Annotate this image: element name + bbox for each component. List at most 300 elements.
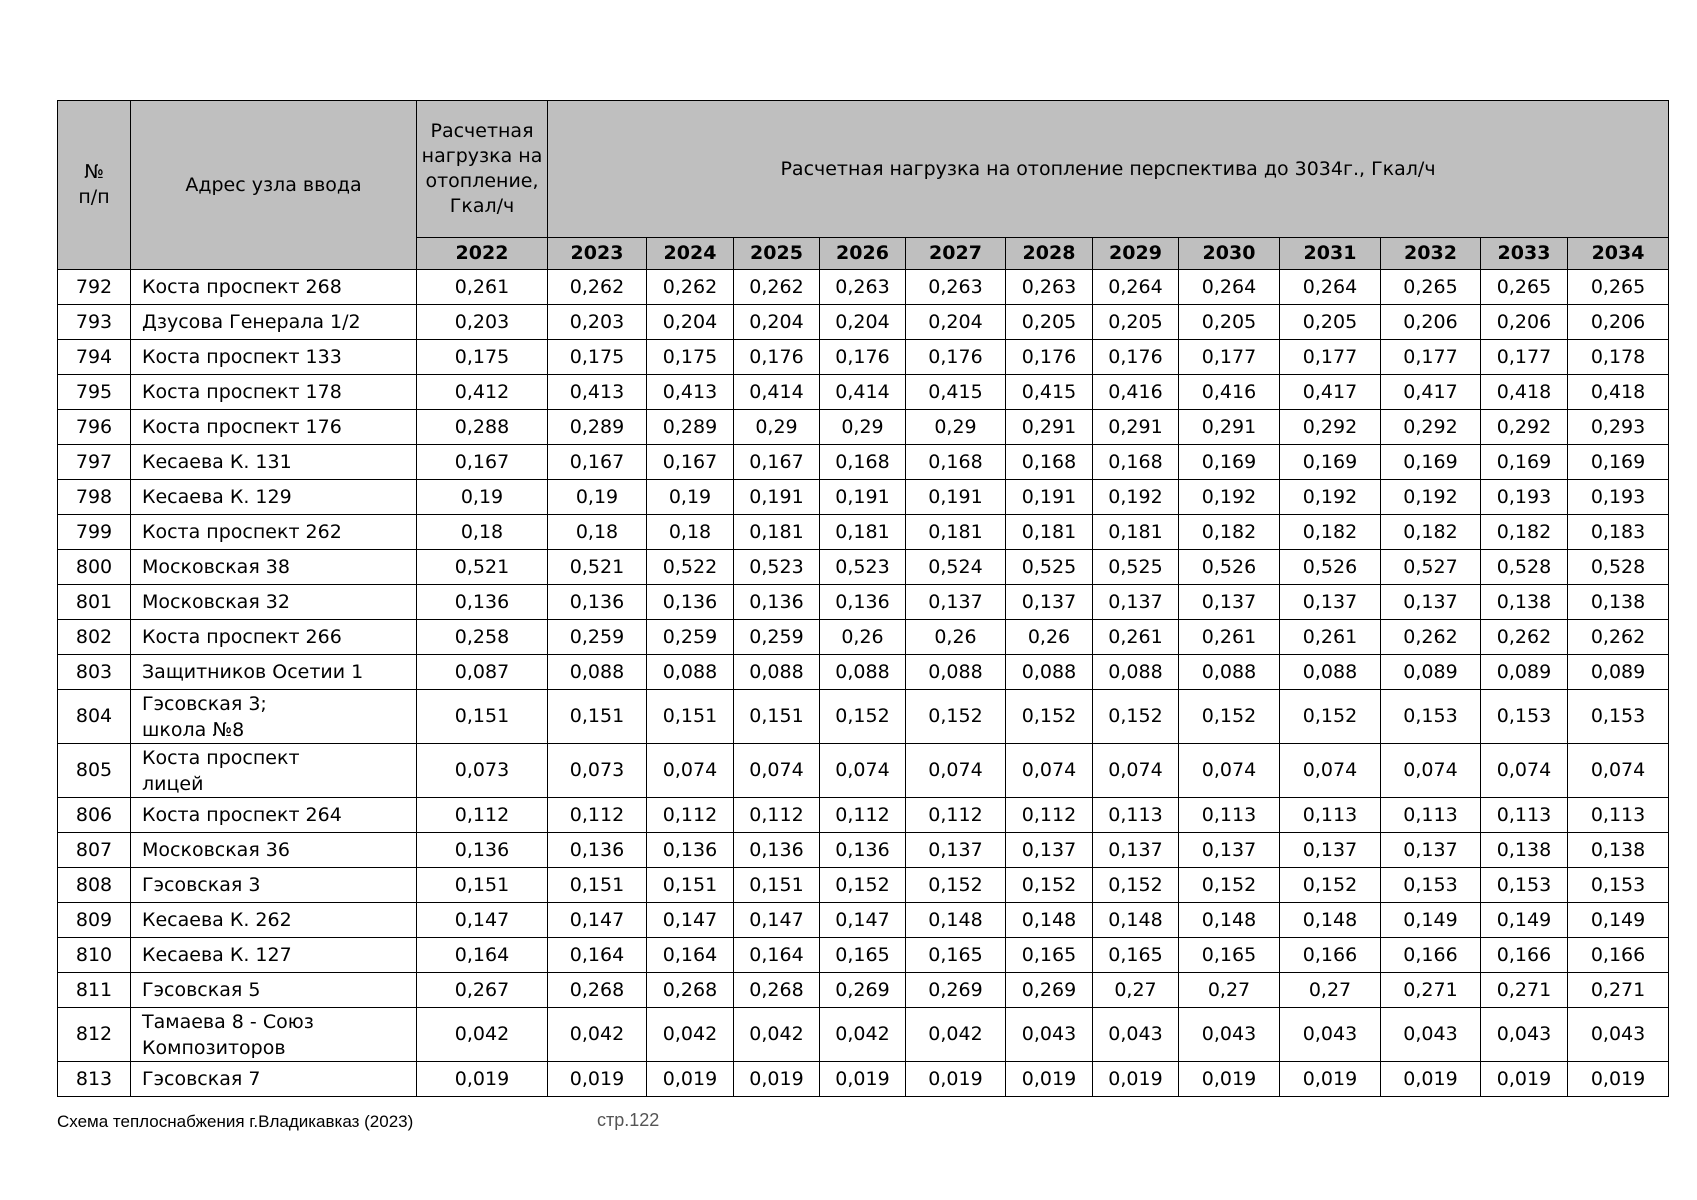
load-2024-cell: 0,088 bbox=[647, 655, 734, 690]
load-2026-cell: 0,152 bbox=[820, 690, 906, 744]
load-2023-cell: 0,203 bbox=[548, 305, 647, 340]
load-2033-cell: 0,019 bbox=[1481, 1062, 1568, 1097]
load-2027-cell: 0,269 bbox=[906, 973, 1006, 1008]
address-cell: Кесаева К. 129 bbox=[131, 480, 417, 515]
table-body bbox=[58, 270, 1669, 1097]
load-2026-cell: 0,269 bbox=[820, 973, 906, 1008]
address-cell: Коста проспект 264 bbox=[131, 798, 417, 833]
address-cell: Московская 36 bbox=[131, 833, 417, 868]
load-2034-cell: 0,166 bbox=[1568, 938, 1669, 973]
load-2032-cell: 0,043 bbox=[1381, 1008, 1481, 1062]
load-2023-cell: 0,019 bbox=[548, 1062, 647, 1097]
address-cell: Защитников Осетии 1 bbox=[131, 655, 417, 690]
heat-load-table-container bbox=[57, 100, 1662, 1097]
load-2024-cell: 0,413 bbox=[647, 375, 734, 410]
load-2023-cell: 0,167 bbox=[548, 445, 647, 480]
load-2028-cell: 0,019 bbox=[1006, 1062, 1093, 1097]
load-2027-cell: 0,191 bbox=[906, 480, 1006, 515]
load-2029-cell: 0,148 bbox=[1093, 903, 1179, 938]
row-number-cell: 812 bbox=[58, 1008, 131, 1062]
load-2034-cell: 0,138 bbox=[1568, 585, 1669, 620]
load-2025-cell: 0,268 bbox=[734, 973, 820, 1008]
year-header-2022: 2022 bbox=[417, 238, 548, 270]
load-2024-cell: 0,522 bbox=[647, 550, 734, 585]
load-2024-cell: 0,136 bbox=[647, 585, 734, 620]
load-2027-cell: 0,042 bbox=[906, 1008, 1006, 1062]
load-2034-cell: 0,183 bbox=[1568, 515, 1669, 550]
load-2033-cell: 0,262 bbox=[1481, 620, 1568, 655]
load-2028-cell: 0,205 bbox=[1006, 305, 1093, 340]
load-2027-cell: 0,112 bbox=[906, 798, 1006, 833]
load-2030-cell: 0,416 bbox=[1179, 375, 1280, 410]
load-2031-cell: 0,152 bbox=[1280, 690, 1381, 744]
load-2033-cell: 0,177 bbox=[1481, 340, 1568, 375]
row-number-cell: 797 bbox=[58, 445, 131, 480]
address-cell: Гэсовская 5 bbox=[131, 973, 417, 1008]
load-2024-cell: 0,19 bbox=[647, 480, 734, 515]
load-2031-cell: 0,27 bbox=[1280, 973, 1381, 1008]
load-2029-cell: 0,152 bbox=[1093, 690, 1179, 744]
address-cell: Московская 38 bbox=[131, 550, 417, 585]
load-2026-cell: 0,042 bbox=[820, 1008, 906, 1062]
table-row bbox=[58, 903, 1669, 938]
load-2022-cell: 0,175 bbox=[417, 340, 548, 375]
row-number-cell: 800 bbox=[58, 550, 131, 585]
heat-load-table bbox=[57, 100, 1669, 1097]
load-2034-cell: 0,262 bbox=[1568, 620, 1669, 655]
row-number-cell: 804 bbox=[58, 690, 131, 744]
load-2025-cell: 0,176 bbox=[734, 340, 820, 375]
year-header-2028: 2028 bbox=[1006, 238, 1093, 270]
load-2032-cell: 0,262 bbox=[1381, 620, 1481, 655]
row-number-cell: 811 bbox=[58, 973, 131, 1008]
table-row bbox=[58, 1062, 1669, 1097]
load-2025-cell: 0,259 bbox=[734, 620, 820, 655]
column-header-load: Расчетная нагрузка на отопление, Гкал/ч bbox=[417, 101, 548, 238]
load-2032-cell: 0,417 bbox=[1381, 375, 1481, 410]
load-2023-cell: 0,18 bbox=[548, 515, 647, 550]
load-2031-cell: 0,088 bbox=[1280, 655, 1381, 690]
load-2026-cell: 0,414 bbox=[820, 375, 906, 410]
load-2030-cell: 0,152 bbox=[1179, 690, 1280, 744]
address-cell: Кесаева К. 131 bbox=[131, 445, 417, 480]
load-2032-cell: 0,265 bbox=[1381, 270, 1481, 305]
load-2022-cell: 0,19 bbox=[417, 480, 548, 515]
load-2022-cell: 0,112 bbox=[417, 798, 548, 833]
load-2030-cell: 0,088 bbox=[1179, 655, 1280, 690]
load-2030-cell: 0,113 bbox=[1179, 798, 1280, 833]
load-2025-cell: 0,042 bbox=[734, 1008, 820, 1062]
load-2033-cell: 0,182 bbox=[1481, 515, 1568, 550]
load-2029-cell: 0,019 bbox=[1093, 1062, 1179, 1097]
load-2033-cell: 0,193 bbox=[1481, 480, 1568, 515]
row-number-cell: 808 bbox=[58, 868, 131, 903]
load-2028-cell: 0,263 bbox=[1006, 270, 1093, 305]
row-number-cell: 813 bbox=[58, 1062, 131, 1097]
table-row bbox=[58, 833, 1669, 868]
load-2031-cell: 0,137 bbox=[1280, 833, 1381, 868]
row-number-cell: 798 bbox=[58, 480, 131, 515]
load-2027-cell: 0,181 bbox=[906, 515, 1006, 550]
load-2029-cell: 0,043 bbox=[1093, 1008, 1179, 1062]
address-cell: Московская 32 bbox=[131, 585, 417, 620]
load-2024-cell: 0,147 bbox=[647, 903, 734, 938]
table-row bbox=[58, 620, 1669, 655]
table-row bbox=[58, 655, 1669, 690]
load-2024-cell: 0,167 bbox=[647, 445, 734, 480]
load-2024-cell: 0,289 bbox=[647, 410, 734, 445]
load-2025-cell: 0,136 bbox=[734, 833, 820, 868]
year-header-2025: 2025 bbox=[734, 238, 820, 270]
load-2030-cell: 0,205 bbox=[1179, 305, 1280, 340]
load-2029-cell: 0,205 bbox=[1093, 305, 1179, 340]
load-2024-cell: 0,151 bbox=[647, 868, 734, 903]
row-number-cell: 803 bbox=[58, 655, 131, 690]
load-2033-cell: 0,043 bbox=[1481, 1008, 1568, 1062]
load-2023-cell: 0,521 bbox=[548, 550, 647, 585]
load-2025-cell: 0,151 bbox=[734, 690, 820, 744]
load-2025-cell: 0,164 bbox=[734, 938, 820, 973]
load-2033-cell: 0,166 bbox=[1481, 938, 1568, 973]
load-2025-cell: 0,262 bbox=[734, 270, 820, 305]
load-2030-cell: 0,019 bbox=[1179, 1062, 1280, 1097]
year-header-2032: 2032 bbox=[1381, 238, 1481, 270]
load-2022-cell: 0,136 bbox=[417, 833, 548, 868]
load-2023-cell: 0,289 bbox=[548, 410, 647, 445]
load-2031-cell: 0,205 bbox=[1280, 305, 1381, 340]
load-2024-cell: 0,204 bbox=[647, 305, 734, 340]
load-2034-cell: 0,271 bbox=[1568, 973, 1669, 1008]
load-2023-cell: 0,262 bbox=[548, 270, 647, 305]
load-2030-cell: 0,165 bbox=[1179, 938, 1280, 973]
load-2022-cell: 0,288 bbox=[417, 410, 548, 445]
table-header bbox=[58, 101, 1669, 270]
year-header-2024: 2024 bbox=[647, 238, 734, 270]
column-header-number: № п/п bbox=[58, 101, 131, 270]
load-2022-cell: 0,151 bbox=[417, 690, 548, 744]
load-2023-cell: 0,413 bbox=[548, 375, 647, 410]
load-2033-cell: 0,153 bbox=[1481, 868, 1568, 903]
load-2026-cell: 0,191 bbox=[820, 480, 906, 515]
load-2028-cell: 0,415 bbox=[1006, 375, 1093, 410]
load-2022-cell: 0,167 bbox=[417, 445, 548, 480]
table-row bbox=[58, 868, 1669, 903]
load-2034-cell: 0,193 bbox=[1568, 480, 1669, 515]
load-2028-cell: 0,176 bbox=[1006, 340, 1093, 375]
load-2023-cell: 0,088 bbox=[548, 655, 647, 690]
load-2033-cell: 0,292 bbox=[1481, 410, 1568, 445]
table-row bbox=[58, 1008, 1669, 1062]
load-2034-cell: 0,153 bbox=[1568, 868, 1669, 903]
load-2032-cell: 0,153 bbox=[1381, 868, 1481, 903]
load-2028-cell: 0,168 bbox=[1006, 445, 1093, 480]
load-2033-cell: 0,138 bbox=[1481, 585, 1568, 620]
load-2026-cell: 0,29 bbox=[820, 410, 906, 445]
load-2023-cell: 0,147 bbox=[548, 903, 647, 938]
load-2034-cell: 0,178 bbox=[1568, 340, 1669, 375]
table-row bbox=[58, 305, 1669, 340]
row-number-cell: 793 bbox=[58, 305, 131, 340]
year-header-2026: 2026 bbox=[820, 238, 906, 270]
table-row bbox=[58, 445, 1669, 480]
load-2032-cell: 0,089 bbox=[1381, 655, 1481, 690]
load-2026-cell: 0,019 bbox=[820, 1062, 906, 1097]
address-cell: Кесаева К. 127 bbox=[131, 938, 417, 973]
load-2022-cell: 0,203 bbox=[417, 305, 548, 340]
row-number-cell: 807 bbox=[58, 833, 131, 868]
load-2032-cell: 0,149 bbox=[1381, 903, 1481, 938]
footer-page-number: стр.122 bbox=[597, 1110, 660, 1130]
load-2032-cell: 0,527 bbox=[1381, 550, 1481, 585]
load-2026-cell: 0,088 bbox=[820, 655, 906, 690]
load-2026-cell: 0,523 bbox=[820, 550, 906, 585]
load-2034-cell: 0,149 bbox=[1568, 903, 1669, 938]
load-2033-cell: 0,153 bbox=[1481, 690, 1568, 744]
load-2027-cell: 0,148 bbox=[906, 903, 1006, 938]
load-2028-cell: 0,165 bbox=[1006, 938, 1093, 973]
load-2027-cell: 0,152 bbox=[906, 690, 1006, 744]
load-2024-cell: 0,042 bbox=[647, 1008, 734, 1062]
load-2029-cell: 0,168 bbox=[1093, 445, 1179, 480]
load-2029-cell: 0,165 bbox=[1093, 938, 1179, 973]
load-2030-cell: 0,177 bbox=[1179, 340, 1280, 375]
load-2022-cell: 0,261 bbox=[417, 270, 548, 305]
address-cell: Коста проспект лицей bbox=[131, 744, 417, 798]
load-2033-cell: 0,265 bbox=[1481, 270, 1568, 305]
load-2030-cell: 0,182 bbox=[1179, 515, 1280, 550]
load-2032-cell: 0,074 bbox=[1381, 744, 1481, 798]
load-2031-cell: 0,166 bbox=[1280, 938, 1381, 973]
load-2029-cell: 0,113 bbox=[1093, 798, 1179, 833]
load-2032-cell: 0,182 bbox=[1381, 515, 1481, 550]
load-2033-cell: 0,149 bbox=[1481, 903, 1568, 938]
load-2027-cell: 0,524 bbox=[906, 550, 1006, 585]
row-number-cell: 810 bbox=[58, 938, 131, 973]
load-2030-cell: 0,291 bbox=[1179, 410, 1280, 445]
load-2034-cell: 0,265 bbox=[1568, 270, 1669, 305]
load-2028-cell: 0,137 bbox=[1006, 585, 1093, 620]
load-2033-cell: 0,206 bbox=[1481, 305, 1568, 340]
load-2028-cell: 0,112 bbox=[1006, 798, 1093, 833]
load-2029-cell: 0,181 bbox=[1093, 515, 1179, 550]
load-2033-cell: 0,271 bbox=[1481, 973, 1568, 1008]
load-2024-cell: 0,112 bbox=[647, 798, 734, 833]
load-2031-cell: 0,264 bbox=[1280, 270, 1381, 305]
load-2031-cell: 0,261 bbox=[1280, 620, 1381, 655]
load-2030-cell: 0,169 bbox=[1179, 445, 1280, 480]
load-2028-cell: 0,074 bbox=[1006, 744, 1093, 798]
load-2025-cell: 0,074 bbox=[734, 744, 820, 798]
load-2024-cell: 0,262 bbox=[647, 270, 734, 305]
load-2029-cell: 0,088 bbox=[1093, 655, 1179, 690]
load-2034-cell: 0,043 bbox=[1568, 1008, 1669, 1062]
load-2034-cell: 0,169 bbox=[1568, 445, 1669, 480]
load-2023-cell: 0,164 bbox=[548, 938, 647, 973]
load-2028-cell: 0,181 bbox=[1006, 515, 1093, 550]
load-2023-cell: 0,136 bbox=[548, 585, 647, 620]
load-2031-cell: 0,292 bbox=[1280, 410, 1381, 445]
load-2022-cell: 0,412 bbox=[417, 375, 548, 410]
load-2024-cell: 0,019 bbox=[647, 1062, 734, 1097]
address-cell: Коста проспект 178 bbox=[131, 375, 417, 410]
year-header-2034: 2034 bbox=[1568, 238, 1669, 270]
load-2028-cell: 0,291 bbox=[1006, 410, 1093, 445]
load-2033-cell: 0,528 bbox=[1481, 550, 1568, 585]
load-2028-cell: 0,26 bbox=[1006, 620, 1093, 655]
row-number-cell: 806 bbox=[58, 798, 131, 833]
load-2029-cell: 0,137 bbox=[1093, 585, 1179, 620]
load-2025-cell: 0,019 bbox=[734, 1062, 820, 1097]
row-number-cell: 805 bbox=[58, 744, 131, 798]
load-2023-cell: 0,151 bbox=[548, 690, 647, 744]
load-2030-cell: 0,261 bbox=[1179, 620, 1280, 655]
load-2031-cell: 0,074 bbox=[1280, 744, 1381, 798]
load-2022-cell: 0,164 bbox=[417, 938, 548, 973]
load-2027-cell: 0,088 bbox=[906, 655, 1006, 690]
year-header-2030: 2030 bbox=[1179, 238, 1280, 270]
load-2026-cell: 0,152 bbox=[820, 868, 906, 903]
table-row bbox=[58, 410, 1669, 445]
load-2029-cell: 0,291 bbox=[1093, 410, 1179, 445]
load-2034-cell: 0,089 bbox=[1568, 655, 1669, 690]
load-2025-cell: 0,112 bbox=[734, 798, 820, 833]
load-2027-cell: 0,137 bbox=[906, 833, 1006, 868]
load-2022-cell: 0,136 bbox=[417, 585, 548, 620]
table-row bbox=[58, 480, 1669, 515]
load-2030-cell: 0,152 bbox=[1179, 868, 1280, 903]
load-2033-cell: 0,138 bbox=[1481, 833, 1568, 868]
load-2023-cell: 0,136 bbox=[548, 833, 647, 868]
load-2024-cell: 0,175 bbox=[647, 340, 734, 375]
load-2033-cell: 0,074 bbox=[1481, 744, 1568, 798]
load-2025-cell: 0,414 bbox=[734, 375, 820, 410]
load-2022-cell: 0,267 bbox=[417, 973, 548, 1008]
load-2032-cell: 0,206 bbox=[1381, 305, 1481, 340]
load-2029-cell: 0,137 bbox=[1093, 833, 1179, 868]
year-header-2029: 2029 bbox=[1093, 238, 1179, 270]
load-2032-cell: 0,153 bbox=[1381, 690, 1481, 744]
table-row bbox=[58, 585, 1669, 620]
table-row bbox=[58, 690, 1669, 744]
table-row bbox=[58, 973, 1669, 1008]
load-2027-cell: 0,29 bbox=[906, 410, 1006, 445]
load-2026-cell: 0,165 bbox=[820, 938, 906, 973]
load-2032-cell: 0,166 bbox=[1381, 938, 1481, 973]
table-row bbox=[58, 550, 1669, 585]
load-2022-cell: 0,18 bbox=[417, 515, 548, 550]
row-number-cell: 799 bbox=[58, 515, 131, 550]
load-2027-cell: 0,204 bbox=[906, 305, 1006, 340]
load-2026-cell: 0,136 bbox=[820, 833, 906, 868]
load-2023-cell: 0,112 bbox=[548, 798, 647, 833]
load-2032-cell: 0,192 bbox=[1381, 480, 1481, 515]
year-header-2027: 2027 bbox=[906, 238, 1006, 270]
load-2031-cell: 0,152 bbox=[1280, 868, 1381, 903]
column-header-address: Адрес узла ввода bbox=[131, 101, 417, 270]
load-2025-cell: 0,136 bbox=[734, 585, 820, 620]
load-2024-cell: 0,164 bbox=[647, 938, 734, 973]
row-number-cell: 801 bbox=[58, 585, 131, 620]
load-2030-cell: 0,27 bbox=[1179, 973, 1280, 1008]
load-2030-cell: 0,526 bbox=[1179, 550, 1280, 585]
load-2030-cell: 0,043 bbox=[1179, 1008, 1280, 1062]
load-2033-cell: 0,169 bbox=[1481, 445, 1568, 480]
load-2030-cell: 0,192 bbox=[1179, 480, 1280, 515]
load-2022-cell: 0,151 bbox=[417, 868, 548, 903]
load-2026-cell: 0,168 bbox=[820, 445, 906, 480]
load-2031-cell: 0,417 bbox=[1280, 375, 1381, 410]
load-2025-cell: 0,523 bbox=[734, 550, 820, 585]
load-2024-cell: 0,151 bbox=[647, 690, 734, 744]
load-2032-cell: 0,137 bbox=[1381, 833, 1481, 868]
load-2031-cell: 0,169 bbox=[1280, 445, 1381, 480]
load-2030-cell: 0,137 bbox=[1179, 833, 1280, 868]
load-2026-cell: 0,26 bbox=[820, 620, 906, 655]
load-2023-cell: 0,268 bbox=[548, 973, 647, 1008]
load-2022-cell: 0,042 bbox=[417, 1008, 548, 1062]
load-2032-cell: 0,113 bbox=[1381, 798, 1481, 833]
load-2032-cell: 0,169 bbox=[1381, 445, 1481, 480]
row-number-cell: 795 bbox=[58, 375, 131, 410]
load-2031-cell: 0,177 bbox=[1280, 340, 1381, 375]
load-2030-cell: 0,137 bbox=[1179, 585, 1280, 620]
load-2031-cell: 0,137 bbox=[1280, 585, 1381, 620]
load-2032-cell: 0,292 bbox=[1381, 410, 1481, 445]
address-cell: Гэсовская 3 bbox=[131, 868, 417, 903]
load-2023-cell: 0,151 bbox=[548, 868, 647, 903]
address-cell: Гэсовская 3; школа №8 bbox=[131, 690, 417, 744]
load-2026-cell: 0,074 bbox=[820, 744, 906, 798]
table-row bbox=[58, 938, 1669, 973]
load-2028-cell: 0,043 bbox=[1006, 1008, 1093, 1062]
address-cell: Коста проспект 266 bbox=[131, 620, 417, 655]
address-cell: Коста проспект 133 bbox=[131, 340, 417, 375]
load-2029-cell: 0,192 bbox=[1093, 480, 1179, 515]
load-2025-cell: 0,167 bbox=[734, 445, 820, 480]
load-2025-cell: 0,147 bbox=[734, 903, 820, 938]
load-2027-cell: 0,415 bbox=[906, 375, 1006, 410]
load-2028-cell: 0,152 bbox=[1006, 868, 1093, 903]
load-2028-cell: 0,152 bbox=[1006, 690, 1093, 744]
load-2034-cell: 0,153 bbox=[1568, 690, 1669, 744]
load-2029-cell: 0,264 bbox=[1093, 270, 1179, 305]
row-number-cell: 792 bbox=[58, 270, 131, 305]
row-number-cell: 796 bbox=[58, 410, 131, 445]
load-2030-cell: 0,264 bbox=[1179, 270, 1280, 305]
load-2029-cell: 0,261 bbox=[1093, 620, 1179, 655]
load-2028-cell: 0,191 bbox=[1006, 480, 1093, 515]
load-2029-cell: 0,152 bbox=[1093, 868, 1179, 903]
address-cell: Тамаева 8 - Союз Композиторов bbox=[131, 1008, 417, 1062]
load-2026-cell: 0,136 bbox=[820, 585, 906, 620]
load-2022-cell: 0,258 bbox=[417, 620, 548, 655]
load-2026-cell: 0,112 bbox=[820, 798, 906, 833]
load-2034-cell: 0,138 bbox=[1568, 833, 1669, 868]
load-2026-cell: 0,147 bbox=[820, 903, 906, 938]
load-2028-cell: 0,148 bbox=[1006, 903, 1093, 938]
load-2031-cell: 0,148 bbox=[1280, 903, 1381, 938]
load-2027-cell: 0,137 bbox=[906, 585, 1006, 620]
load-2026-cell: 0,263 bbox=[820, 270, 906, 305]
load-2025-cell: 0,204 bbox=[734, 305, 820, 340]
load-2033-cell: 0,418 bbox=[1481, 375, 1568, 410]
table-row bbox=[58, 340, 1669, 375]
load-2031-cell: 0,043 bbox=[1280, 1008, 1381, 1062]
load-2023-cell: 0,042 bbox=[548, 1008, 647, 1062]
load-2025-cell: 0,151 bbox=[734, 868, 820, 903]
load-2031-cell: 0,192 bbox=[1280, 480, 1381, 515]
load-2032-cell: 0,271 bbox=[1381, 973, 1481, 1008]
